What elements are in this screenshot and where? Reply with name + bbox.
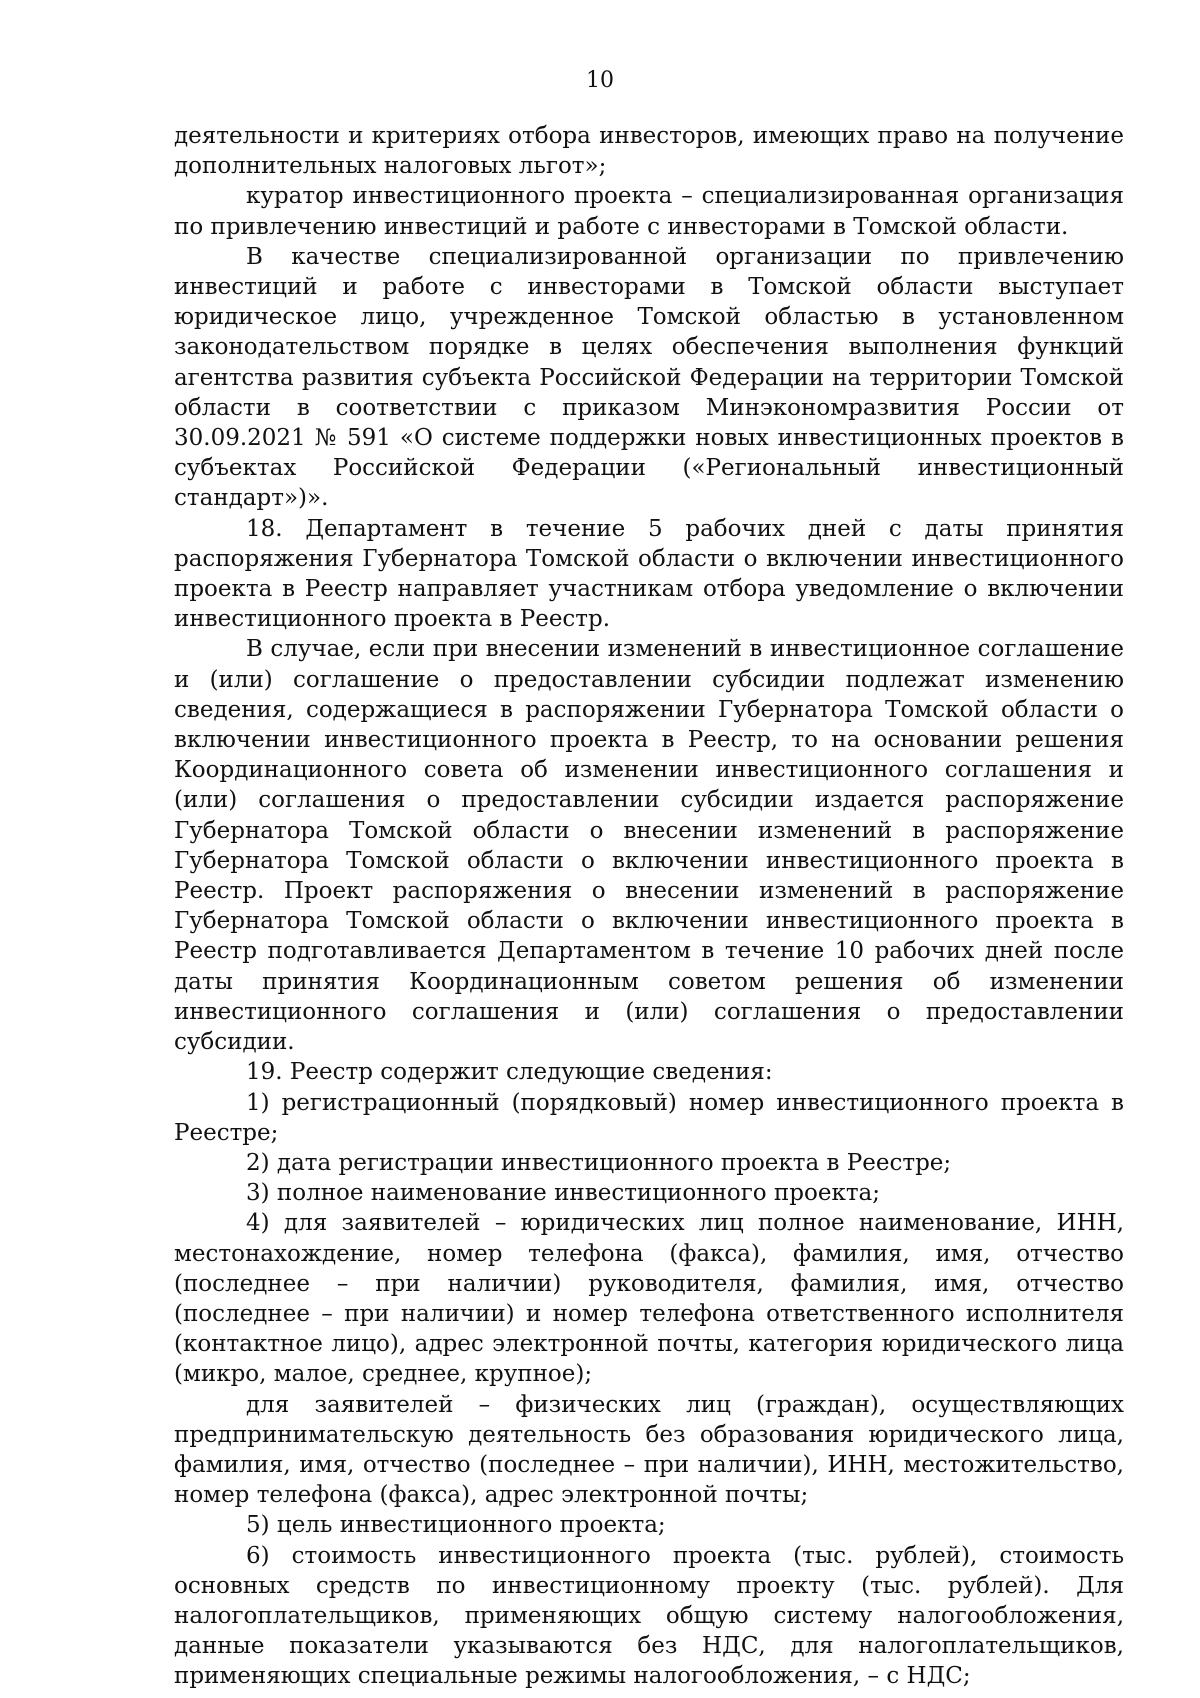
document-body xyxy=(174,121,1124,1692)
paragraph-13: 6) стоимость инвестиционного проекта (тыс. рублей), стоимость основных средств по инвестиционному проекту (тыс. рублей). Для налогоплательщиков, применяющих общую систему налогообложения, данные показатели указываются без НДС, для налогоплательщиков, применяющих специальные режимы налогообложения, – с НДС; xyxy=(174,1542,1124,1690)
page-number: 10 xyxy=(586,68,614,93)
paragraph-11: для заявителей – физических лиц (граждан), осуществляющих предпринимательскую деятельность без образования юридического лица, фамилия, имя, отчество (последнее – при наличии), ИНН, местожительство, номер телефона (факса), адрес электронной почты; xyxy=(174,1391,1124,1509)
paragraph-12: 5) цель инвестиционного проекта; xyxy=(246,1512,666,1539)
paragraph-2: куратор инвестиционного проекта – специализированная организация по привлечению инвестиций и работе с инвесторами в Томской области. xyxy=(174,183,1124,240)
paragraph-1: деятельности и критериях отбора инвесторов, имеющих право на получение дополнительных налоговых льгот»; xyxy=(174,123,1124,180)
paragraph-5: В случае, если при внесении изменений в инвестиционное соглашение и (или) соглашение о предоставлении субсидии подлежат изменению сведения, содержащиеся в распоряжении Губернатора Томской области о включении инвестиционного проекта в Реестр, то на основании решения Координационного совета об изменении инвестиционного соглашения и (или) соглашения о предоставлении субсидии издается распоряжение Губернатора Томской области о внесении изменений в распоряжение Губернатора Томской области о включении инвестиционного проекта в Реестр. Проект распоряжения о внесении изменений в распоряжение Губернатора Томской области о включении инвестиционного проекта в Реестр подготавливается Департаментом в течение 10 рабочих дней после даты принятия Координационным советом решения об изменении инвестиционного соглашения и (или) соглашения о предоставлении субсидии. xyxy=(174,636,1124,1056)
paragraph-6: 19. Реестр содержит следующие сведения: xyxy=(246,1059,773,1086)
paragraph-3: В качестве специализированной организации по привлечению инвестиций и работе с инвесторами в Томской области выступает юридическое лицо, учрежденное Томской областью в установленном законодательством порядке в целях обеспечения выполнения функций агентства развития субъекта Российской Федерации на территории Томской области в соответствии с приказом Минэкономразвития России от 30.09.2021 № 591 «О системе поддержки новых инвестиционных проектов в субъектах Российской Федерации («Региональный инвестиционный стандарт»)». xyxy=(174,243,1124,512)
paragraph-9: 3) полное наименование инвестиционного проекта; xyxy=(246,1180,881,1207)
paragraph-10: 4) для заявителей – юридических лиц полное наименование, ИНН, местонахождение, номер телефона (факса), фамилия, имя, отчество (последнее – при наличии) руководителя, фамилия, имя, отчество (последнее – при наличии) и номер телефона ответственного исполнителя (контактное лицо), адрес электронной почты, категория юридического лица (микро, малое, среднее, крупное); xyxy=(174,1210,1124,1388)
paragraph-8: 2) дата регистрации инвестиционного проекта в Реестре; xyxy=(246,1149,952,1176)
paragraph-4: 18. Департамент в течение 5 рабочих дней с даты принятия распоряжения Губернатора Томской области о включении инвестиционного проекта в Реестр направляет участникам отбора уведомление о включении инвестиционного проекта в Реестр. xyxy=(174,515,1124,633)
paragraph-7: 1) регистрационный (порядковый) номер инвестиционного проекта в Реестре; xyxy=(174,1089,1124,1146)
